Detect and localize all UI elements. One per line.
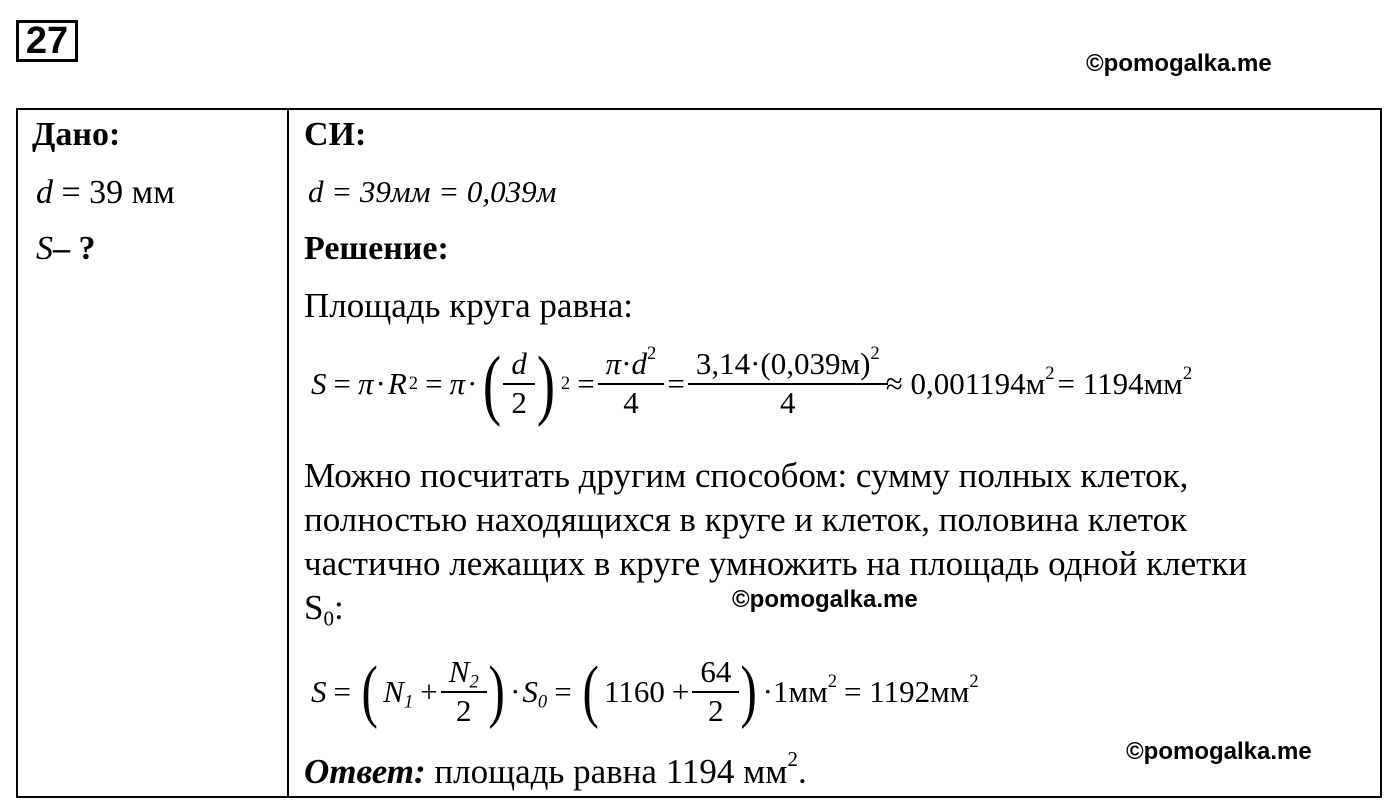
given-s-query: – ? <box>53 230 96 267</box>
given-d-value: = 39 мм <box>61 174 175 211</box>
f1-S: S <box>311 366 327 401</box>
given-d-var: d <box>36 174 53 211</box>
solution-intro: Площадь круга равна: <box>304 286 633 325</box>
watermark-top: ©pomogalka.me <box>1086 50 1272 77</box>
si-line: d = 39мм = 0,039м <box>308 174 557 209</box>
answer-label: Ответ: <box>304 752 426 791</box>
given-s-var: S <box>36 230 53 267</box>
watermark-bottom: ©pomogalka.me <box>1126 738 1312 765</box>
alt-text-3: частично лежащих в круге умножить на площадь одной клетки <box>304 544 1248 583</box>
f2-S: S <box>311 674 327 709</box>
alt-text-2: полностью находящихся в круге и клеток, половина клеток <box>304 500 1188 539</box>
f2-N1: $N_1$ <box>383 674 414 713</box>
area-formula: S = π · R 2 = π · ( $\frac{d}{2}$ ) 2 = $\frac{\pi\cdot d^2}{4}$ = $\frac{3,14\cdot(0,039м)^2}{4}$ ≈ $0,001194м^2$ = $1194мм^2$ <box>311 340 1193 427</box>
answer: Ответ: площадь равна 1194 $мм^2$. <box>304 747 807 791</box>
given-heading: Дано: <box>32 116 121 153</box>
solution-heading: Решение: <box>304 230 449 267</box>
alt-text-4: $S_0$: <box>304 588 344 631</box>
f1-pi: π <box>357 366 374 401</box>
f1-lparen: ( <box>483 340 502 427</box>
f2-frac-N2: $\frac{N_2}{2}$ <box>445 656 483 727</box>
si-heading: СИ: <box>304 116 367 153</box>
f1-result: = $1194мм^2$ <box>1057 363 1193 401</box>
f1-frac-d2: $\frac{d}{2}$ <box>507 348 531 419</box>
f1-R: R <box>387 366 407 401</box>
f2-S0: $S_0$ <box>522 674 548 713</box>
f1-frac-numeric: $\frac{3,14\cdot(0,039м)^2}{4}$ <box>692 348 884 419</box>
grid-formula: S = ( $N_1$ + $\frac{N_2}{2}$ ) · $S_0$ = ( 1160 + $\frac{64}{2}$ ) $\cdot 1мм^2$ = $1192мм^2$ <box>311 653 979 730</box>
answer-sup: 2 <box>787 747 798 772</box>
watermark-middle: ©pomogalka.me <box>732 586 918 613</box>
f1-approx: ≈ $0,001194м^2$ <box>885 363 1055 401</box>
problem-number: 27 <box>16 20 78 62</box>
f2-result: = $1192мм^2$ <box>844 671 979 709</box>
answer-text: площадь равна 1194 мм <box>434 752 788 791</box>
solution-table <box>16 108 1382 798</box>
column-divider <box>287 110 289 796</box>
given-d <box>36 174 175 212</box>
f1-pi2: π <box>449 366 466 401</box>
alt-text-1: Можно посчитать другим способом: сумму полных клеток, <box>304 456 1189 495</box>
f1-frac-pid2: $\frac{\pi\cdot d^2}{4}$ <box>602 348 661 419</box>
f1-rparen: ) <box>536 340 555 427</box>
f2-frac-64: $\frac{64}{2}$ <box>696 656 735 727</box>
f2-v1: 1160 <box>603 674 665 709</box>
f2-unit: $\cdot 1мм^2$ <box>762 671 837 709</box>
given-s <box>36 230 96 268</box>
